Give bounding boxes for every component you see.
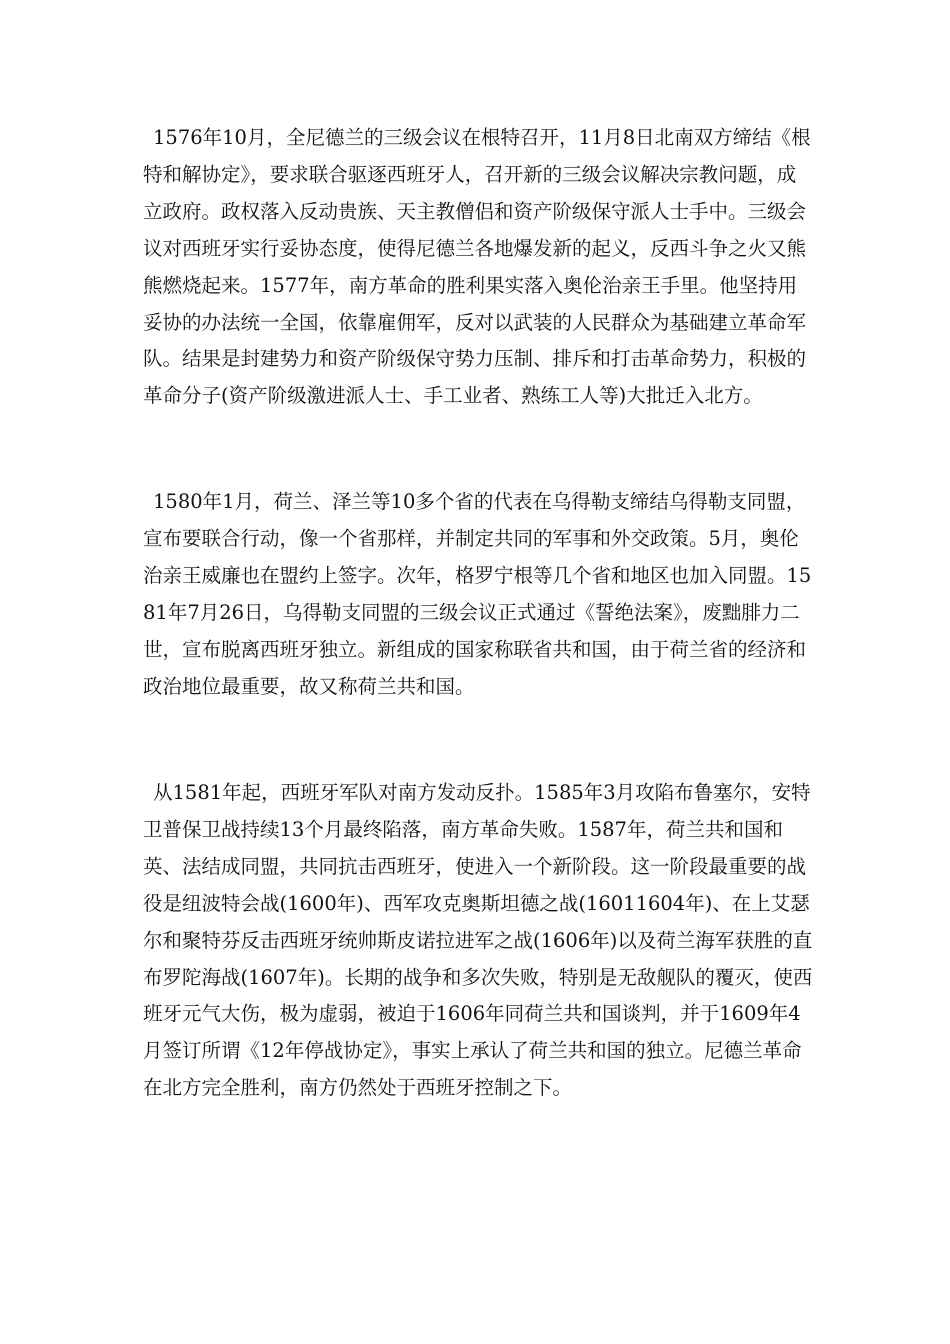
paragraph-ghent-pacification: 1576年10月，全尼德兰的三级会议在根特召开，11月8日北南双方缔结《根特和解协定》，要求联合驱逐西班牙人，召开新的三级会议解决宗教问题，成立政府。政权落入反动贵族、天主教僧侣和资产阶级保守派人士手中。三级会议对西班牙实行妥协态度，使得尼德兰各地爆发新的起义，反西斗争之火又熊熊燃烧起来。1577年，南方革命的胜利果实落入奥伦治亲王手里。他坚持用妥协的办法统一全国，依靠雇佣军，反对以武装的人民群众为基础建立革命军队。结果是封建势力和资产阶级保守势力压制、排斥和打击革命势力，积极的革命分子(资产阶级激进派人士、手工业者、熟练工人等)大批迁入北方。: [143, 126, 811, 408]
paragraph-spanish-counteroffensive: 从1581年起，西班牙军队对南方发动反扑。1585年3月攻陷布鲁塞尔，安特卫普保卫战持续13个月最终陷落，南方革命失败。1587年，荷兰共和国和英、法结成同盟，共同抗击西班牙，使进入一个新阶段。这一阶段最重要的战役是纽波特会战(1600年)、西军攻克奥斯坦德之战(16011604年)、在上艾瑟尔和聚特芬反击西班牙统帅斯皮诺拉进军之战(1606年)以及荷兰海军获胜的直布罗陀海战(1607年)。长期的战争和多次失败，特别是无敌舰队的覆灭，使西班牙元气大伤，极为虚弱，被迫于1606年同荷兰共和国谈判，并于1609年4月签订所谓《12年停战协定》，事实上承认了荷兰共和国的独立。尼德兰革命在北方完全胜利，南方仍然处于西班牙控制之下。: [143, 781, 813, 1100]
paragraph-union-of-utrecht: 1580年1月，荷兰、泽兰等10多个省的代表在乌得勒支缔结乌得勒支同盟，宣布要联合行动，像一个省那样，并制定共同的军事和外交政策。5月，奥伦治亲王威廉也在盟约上签字。次年，格罗宁根等几个省和地区也加入同盟。1581年7月26日，乌得勒支同盟的三级会议正式通过《誓绝法案》，废黜腓力二世，宣布脱离西班牙独立。新组成的国家称联省共和国，由于荷兰省的经济和政治地位最重要，故又称荷兰共和国。: [143, 490, 812, 698]
